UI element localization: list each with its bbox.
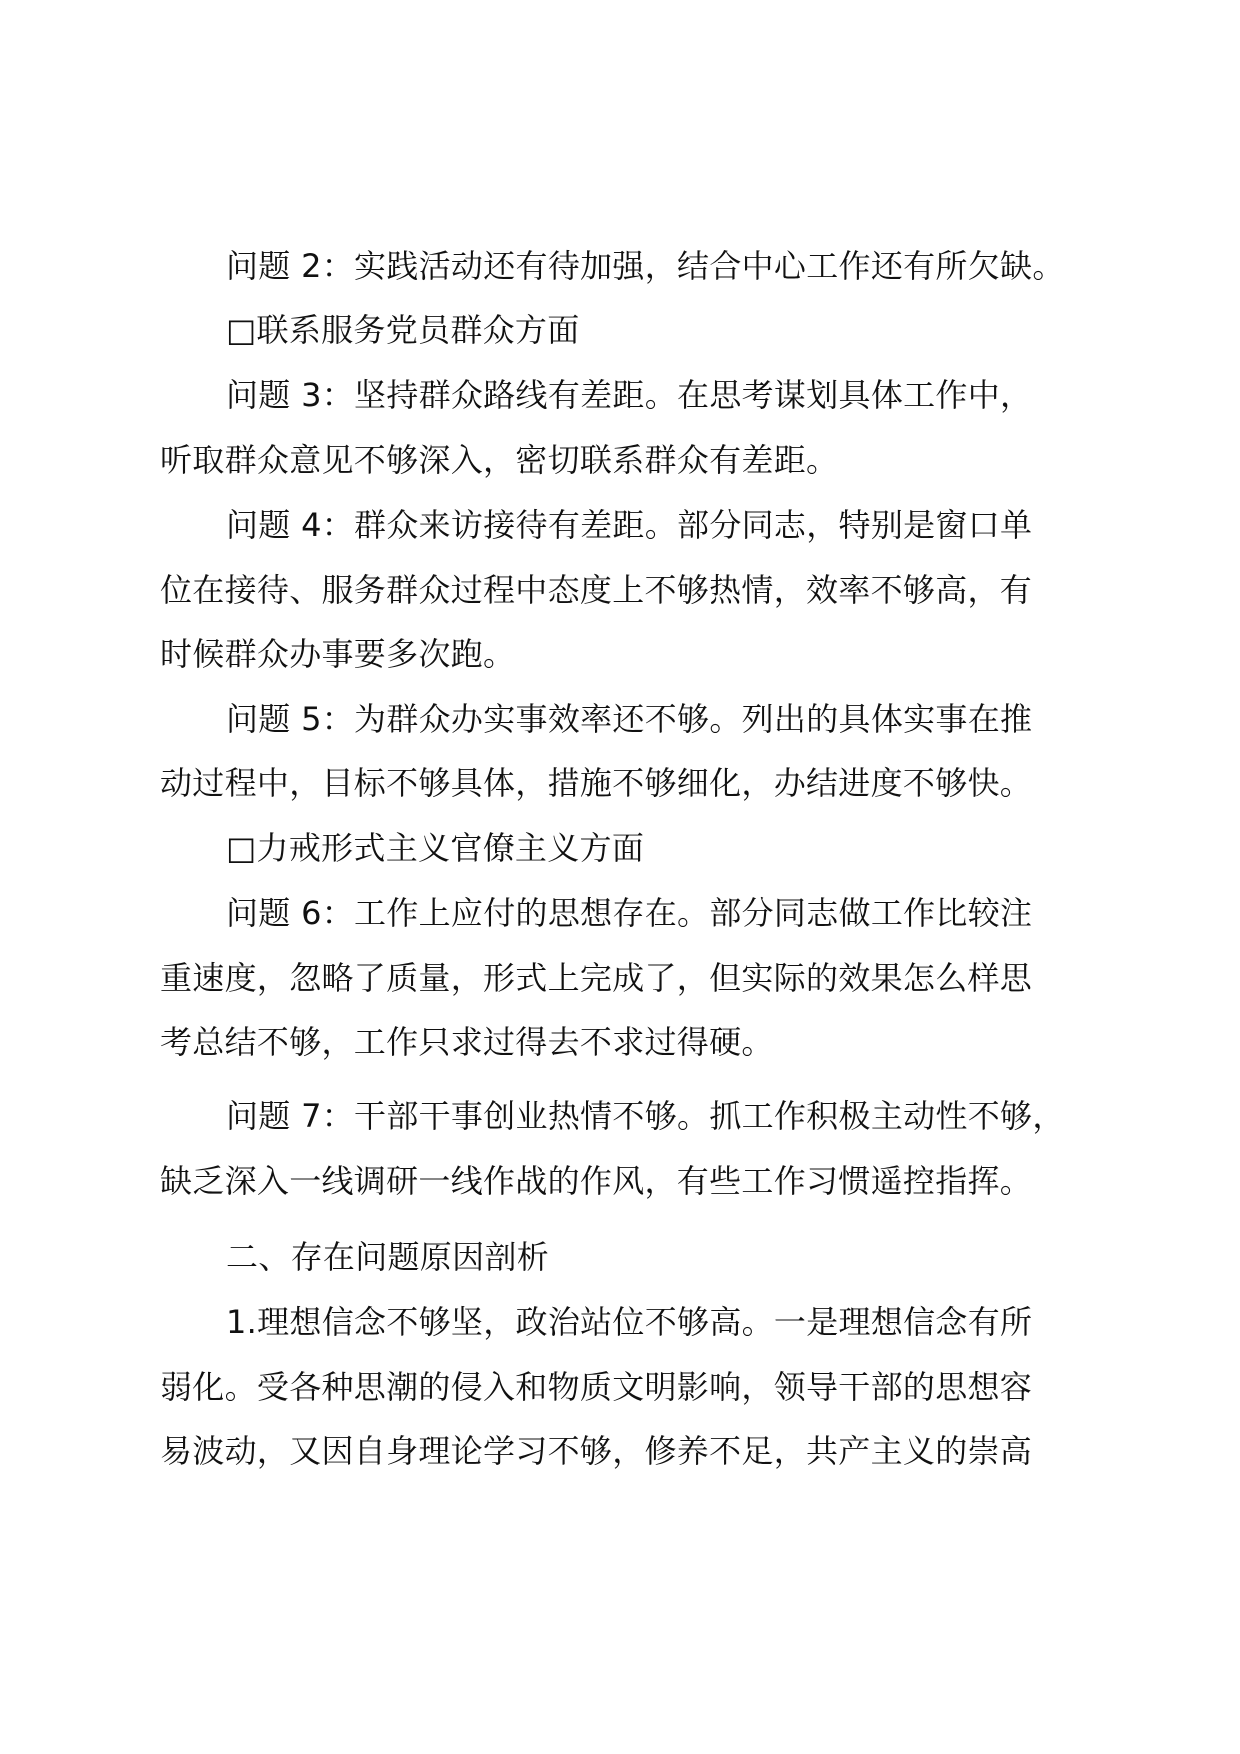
problem-2-line-1: 问题 2：实践活动还有待加强，结合中心工作还有所欠缺。 <box>226 247 1065 285</box>
problem-4-line-1: 问题 4：群众来访接待有差距。部分同志，特别是窗口单 <box>226 506 1033 544</box>
problem-6-line-2: 重速度，忽略了质量，形式上完成了，但实际的效果怎么样思 <box>160 959 1033 997</box>
problem-7-line-1: 问题 7：干部干事创业热情不够。抓工作积极主动性不够， <box>226 1097 1065 1135</box>
cause-1-line-1: 1.理想信念不够坚，政治站位不够高。一是理想信念有所 <box>226 1303 1033 1341</box>
section-heading-formalism: □力戒形式主义官僚主义方面 <box>226 829 645 867</box>
problem-7-line-2: 缺乏深入一线调研一线作战的作风，有些工作习惯遥控指挥。 <box>160 1162 1033 1200</box>
problem-3-line-1: 问题 3：坚持群众路线有差距。在思考谋划具体工作中， <box>226 376 1033 414</box>
problem-5-line-2: 动过程中，目标不够具体，措施不够细化，办结进度不够快。 <box>160 764 1033 802</box>
problem-6-line-3: 考总结不够，工作只求过得去不求过得硬。 <box>160 1023 774 1061</box>
problem-6-line-1: 问题 6：工作上应付的思想存在。部分同志做工作比较注 <box>226 894 1033 932</box>
problem-3-line-2: 听取群众意见不够深入，密切联系群众有差距。 <box>160 441 839 479</box>
section-heading-contact-masses: □联系服务党员群众方面 <box>226 311 580 349</box>
cause-1-line-3: 易波动，又因自身理论学习不够，修养不足，共产主义的崇高 <box>160 1432 1033 1470</box>
cause-1-line-2: 弱化。受各种思潮的侵入和物质文明影响，领导干部的思想容 <box>160 1368 1033 1406</box>
problem-5-line-1: 问题 5：为群众办实事效率还不够。列出的具体实事在推 <box>226 700 1033 738</box>
problem-4-line-3: 时候群众办事要多次跑。 <box>160 635 516 673</box>
problem-4-line-2: 位在接待、服务群众过程中态度上不够热情，效率不够高，有 <box>160 571 1033 609</box>
section-heading-cause-analysis: 二、存在问题原因剖析 <box>226 1238 550 1276</box>
